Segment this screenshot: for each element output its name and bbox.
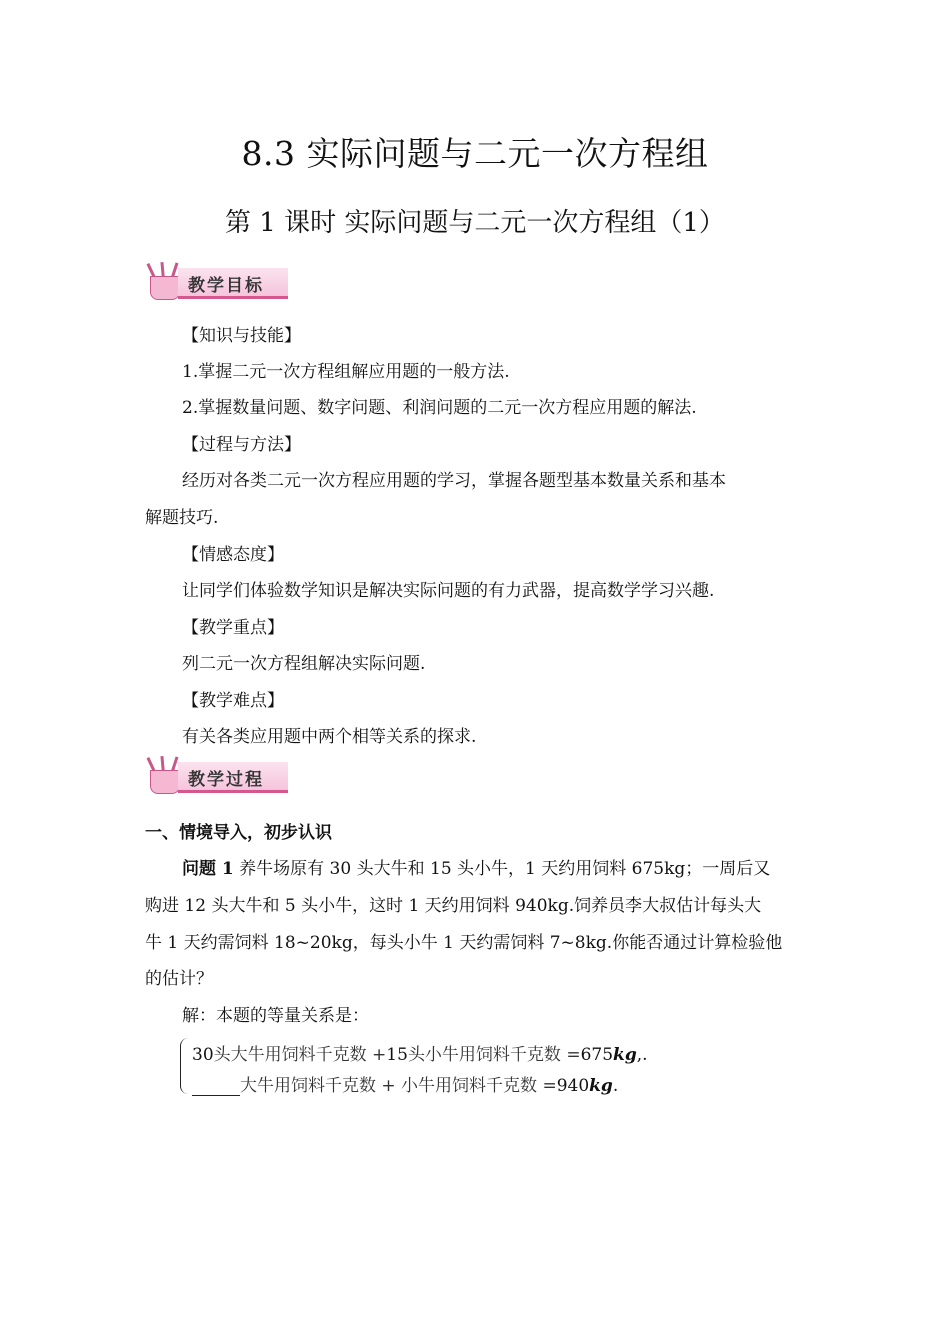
heading-emotion: 【情感态度】 xyxy=(182,545,284,565)
eq1-number-1: 30 xyxy=(192,1045,214,1065)
process-text-line-2: 解题技巧. xyxy=(145,508,219,528)
eq2-text: 大牛用饲料千克数 + 小牛用饲料千克数 = xyxy=(240,1076,557,1096)
eq1-text-2: 头小牛用饲料千克数 = xyxy=(407,1045,581,1065)
eq2-unit: kg xyxy=(589,1076,613,1096)
problem-label: 问题 1 xyxy=(182,859,234,879)
key-point-text: 列二元一次方程组解决实际问题. xyxy=(182,654,426,674)
equation-2 xyxy=(192,1071,618,1096)
eq1-text-1: 头大牛用饲料千克数 + xyxy=(213,1045,387,1065)
heading-difficulty: 【教学难点】 xyxy=(182,691,284,711)
problem-1-line-4: 的估计？ xyxy=(145,969,213,989)
eq1-unit: kg xyxy=(613,1045,637,1065)
banner-label: 教学目标 xyxy=(188,276,264,296)
banner-teaching-goals xyxy=(142,262,292,304)
fill-in-blank[interactable] xyxy=(192,1079,240,1096)
eq2-number: 940 xyxy=(556,1076,590,1096)
banner-teaching-process xyxy=(142,756,292,798)
banner-ribbon xyxy=(178,268,288,299)
heading-knowledge: 【知识与技能】 xyxy=(182,326,301,346)
eq1-end: ,. xyxy=(636,1045,648,1065)
equation-brace xyxy=(180,1038,191,1094)
solution-intro: 解：本题的等量关系是： xyxy=(182,1006,369,1026)
banner-label: 教学过程 xyxy=(188,770,264,790)
heading-key-point: 【教学重点】 xyxy=(182,618,284,638)
difficulty-text: 有关各类应用题中两个相等关系的探求. xyxy=(182,727,477,747)
banner-ribbon xyxy=(178,762,288,793)
emotion-text: 让同学们体验数学知识是解决实际问题的有力武器，提高数学学习兴趣. xyxy=(182,581,715,601)
section-heading-1: 一、情境导入，初步认识 xyxy=(145,823,332,843)
page-subtitle: 第 1 课时 实际问题与二元一次方程组（1） xyxy=(225,208,725,238)
eq1-number-3: 675 xyxy=(580,1045,614,1065)
pen-holder-icon xyxy=(150,770,180,794)
eq1-number-2: 15 xyxy=(386,1045,408,1065)
equation-1 xyxy=(192,1040,648,1065)
problem-1-line-2: 购进 12 头大牛和 5 头小牛，这时 1 天约用饲料 940kg.饲养员李大叔估计每头大 xyxy=(145,896,762,916)
pen-holder-icon xyxy=(150,276,180,300)
problem-text: 养牛场原有 30 头大牛和 15 头小牛，1 天约用饲料 675kg；一周后又 xyxy=(233,859,771,879)
eq2-end: . xyxy=(612,1076,619,1096)
page-title: 8.3 实际问题与二元一次方程组 xyxy=(241,134,709,173)
knowledge-item-2: 2.掌握数量问题、数字问题、利润问题的二元一次方程应用题的解法. xyxy=(182,398,697,418)
knowledge-item-1: 1.掌握二元一次方程组解应用题的一般方法. xyxy=(182,362,510,382)
process-text-line-1: 经历对各类二元一次方程应用题的学习，掌握各题型基本数量关系和基本 xyxy=(182,471,726,491)
problem-1-line-3: 牛 1 天约需饲料 18~20kg，每头小牛 1 天约需饲料 7~8kg.你能否通过计算检验他 xyxy=(145,933,783,953)
problem-1-line-1 xyxy=(145,857,847,881)
heading-process: 【过程与方法】 xyxy=(182,435,301,455)
